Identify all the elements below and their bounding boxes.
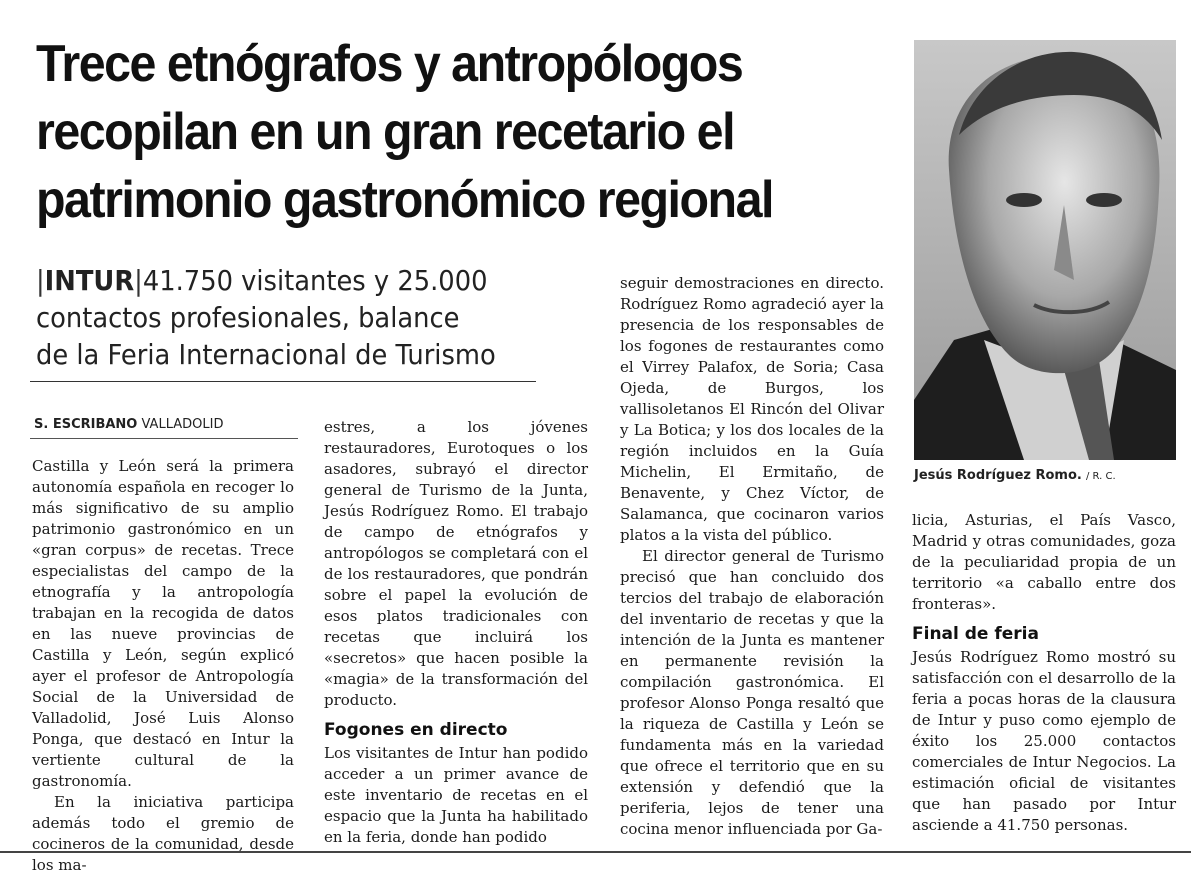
bottom-rule — [0, 851, 1191, 853]
portrait-photo — [914, 40, 1176, 460]
caption-name: Jesús Rodríguez Romo. — [914, 468, 1082, 483]
subhead-rule — [30, 381, 536, 382]
paragraph: En la iniciativa participa además todo el gremio de cocineros de la comunidad, desde los ma- — [32, 793, 294, 874]
crosshead-final: Final de feria — [912, 624, 1039, 644]
article-column-4 — [912, 510, 1176, 836]
photo-caption — [914, 468, 1116, 483]
paragraph: El director general de Turismo precisó que han concluido dos tercios del trabajo de elaboración del inventario de recetas y que la intención de la Junta es mantener en permanente revisión la compilación gastronómica. El profesor Alonso Ponga resaltó que la riqueza de Castilla y León se fundamenta más en la variedad que ofrece el territorio que en su extensión y defendió que la periferia, lejos de tener una cocina menor influenciada por Ga- — [620, 547, 884, 838]
byline-rule — [30, 438, 298, 439]
paragraph: estres, a los jóvenes restauradores, Eurotoques o los asadores, subrayó el director general de Turismo de la Junta, Jesús Rodríguez Romo. El trabajo de campo de etnógrafos y antropólogos se completará con el de los restauradores, que pondrán sobre el papel la evolución de esos platos tradicionales con recetas que incluirá los «secretos» que hacen posible la «magia» de la transformación del producto. — [324, 418, 588, 709]
byline — [34, 417, 223, 432]
paragraph: licia, Asturias, el País Vasco, Madrid y otras comunidades, goza de la peculiaridad propia de un territorio «a caballo entre dos fronteras». — [912, 511, 1176, 613]
caption-credit: / R. C. — [1086, 471, 1116, 482]
crosshead-fogones: Fogones en directo — [324, 720, 508, 740]
article-column-3 — [620, 273, 884, 840]
paragraph: Jesús Rodríguez Romo mostró su satisfacción con el desarrollo de la feria a pocas horas de la clausura de Intur y puso como ejemplo de éxito los 25.000 contactos comerciales de Intur Negocios. La estimación oficial de visitantes que han pasado por Intur asciende a 41.750 personas. — [912, 648, 1176, 834]
section-bar-right: | — [134, 264, 143, 297]
paragraph: Los visitantes de Intur han podido acceder a un primer avance de este inventario de recetas en el espacio que la Junta ha habilitado en la feria, donde han podido — [324, 744, 588, 846]
paragraph: Castilla y León será la primera autonomía española en recoger lo más significativo de su amplio patrimonio gastronómico en un «gran corpus» de recetas. Trece especialistas del campo de la etnografía y la antropología trabajan en la recogida de datos en las nueve provincias de Castilla y León, según explicó ayer el profesor de Antropología Social de la Universidad de Valladolid, José Luis Alonso Ponga, que destacó en Intur la vertiente cultural de la gastronomía. — [32, 457, 294, 790]
portrait-image — [914, 40, 1176, 460]
subhead-text: 41.750 visitantes y 25.000 contactos profesionales, balance de la Feria Internacional de Turismo — [36, 264, 496, 371]
byline-location: VALLADOLID — [141, 417, 224, 432]
subhead — [36, 262, 496, 373]
byline-author: S. ESCRIBANO — [34, 417, 138, 432]
paragraph: seguir demostraciones en directo. Rodríguez Romo agradeció ayer la presencia de los responsables de los fogones de restaurantes como el Virrey Palafox, de Soria; Casa Ojeda, de Burgos, los vallisoletanos El Rincón del Olivar y La Botica; y los dos locales de la región incluidos en la Guía Michelin, El Ermitaño, de Benavente, y Chez Víctor, de Salamanca, que cocinaron varios platos a la vista del público. — [620, 274, 884, 544]
article-column-2 — [324, 417, 588, 848]
headline: Trece etnógrafos y antropólogos recopilan en un gran recetario el patrimonio gastronómico regional — [36, 35, 773, 229]
section-bar-left: | — [36, 264, 45, 297]
article-column-1 — [32, 456, 294, 876]
section-tag: INTUR — [44, 264, 135, 297]
